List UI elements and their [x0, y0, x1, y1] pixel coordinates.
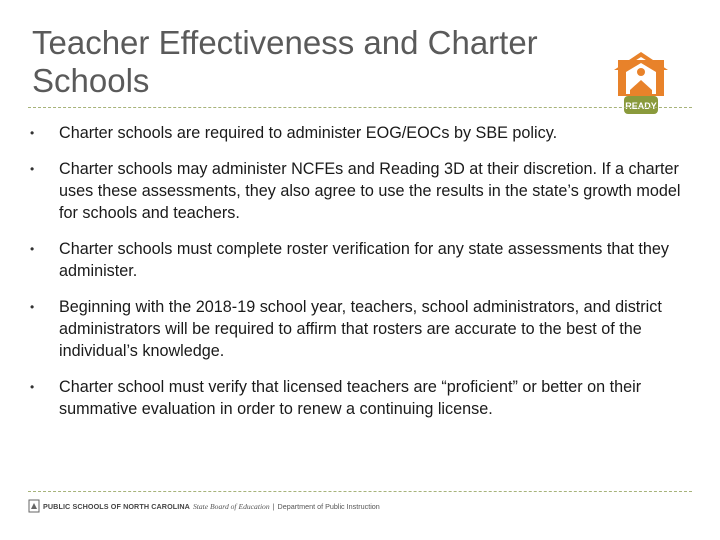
footer-org: PUBLIC SCHOOLS OF NORTH CAROLINA — [43, 501, 190, 511]
title-line-2: Schools — [32, 62, 150, 99]
list-item — [30, 158, 690, 224]
ready-logo-text: READY — [625, 101, 657, 111]
list-item — [30, 376, 690, 420]
bullet-marker: • — [30, 126, 35, 140]
bullet-list — [30, 122, 690, 434]
list-item — [30, 296, 690, 362]
bullet-text: Charter schools may administer NCFEs and Reading 3D at their discretion. If a charter uses these assessments, they also agree to use the results in the state’s growth model for schools and teachers. — [59, 160, 681, 222]
bullet-marker: • — [30, 380, 35, 394]
slide-title — [32, 24, 632, 100]
top-divider — [28, 107, 692, 108]
title-line-1: Teacher Effectiveness and Charter — [32, 24, 538, 61]
footer — [28, 498, 380, 514]
bullet-text: Beginning with the 2018-19 school year, teachers, school administrators, and district administrators will be required to affirm that rosters are accurate to the best of the individual’s knowledge. — [59, 298, 662, 360]
footer-separator: | — [272, 501, 275, 511]
bullet-text: Charter schools are required to administer EOG/EOCs by SBE policy. — [59, 124, 558, 142]
nc-seal-icon — [28, 499, 40, 513]
bullet-marker: • — [30, 300, 35, 314]
list-item — [30, 238, 690, 282]
list-item — [30, 122, 690, 144]
footer-dept: Department of Public Instruction — [277, 501, 380, 511]
bullet-text: Charter school must verify that licensed teachers are “proficient” or better on their summative evaluation in order to renew a continuing license. — [59, 378, 642, 418]
footer-board: State Board of Education — [192, 501, 270, 511]
bullet-marker: • — [30, 242, 35, 256]
bottom-divider — [28, 491, 692, 492]
bullet-text: Charter schools must complete roster verification for any state assessments that they administer. — [59, 240, 669, 280]
bullet-marker: • — [30, 162, 35, 176]
